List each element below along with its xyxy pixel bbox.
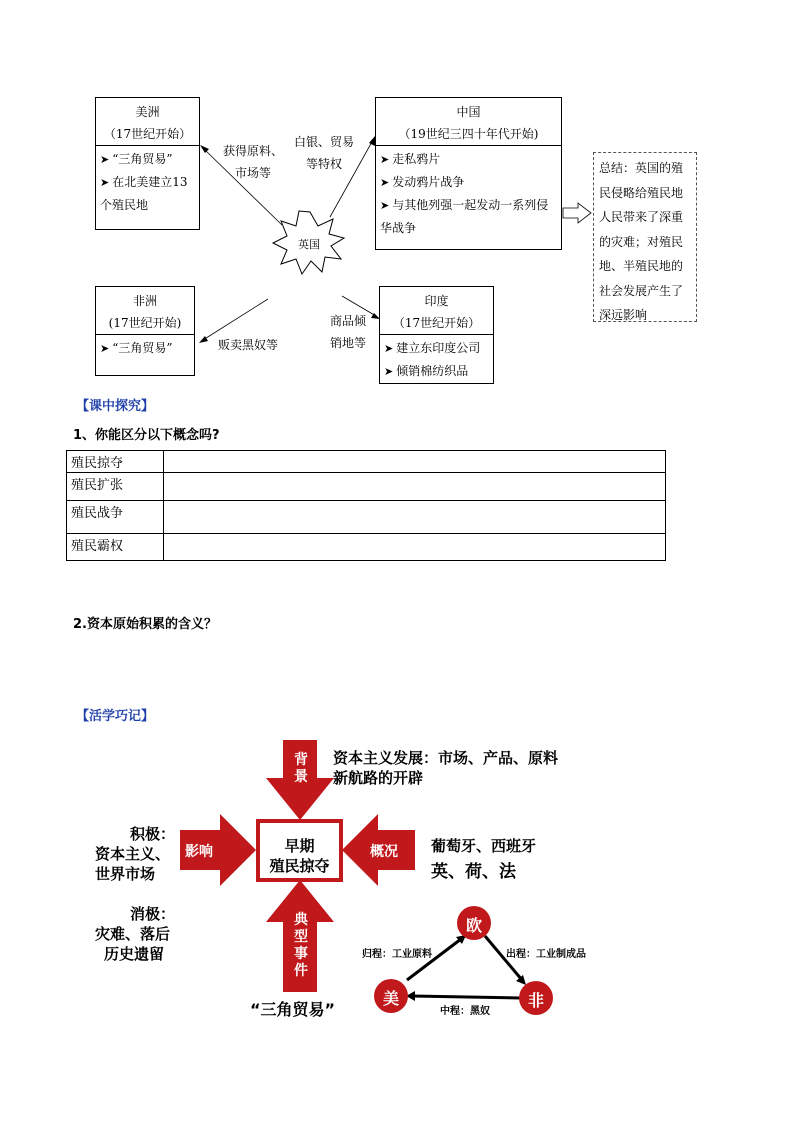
positive-3: 世界市场: [95, 865, 156, 883]
america-sub: （17世纪开始）: [103, 127, 192, 141]
china-item: ➤ 发动鸦片战争: [380, 171, 557, 194]
question-1: 1、你能区分以下概念吗?: [73, 428, 220, 443]
china-item: ➤ 走私鸦片: [380, 148, 557, 171]
node-africa-label: 非: [527, 991, 544, 1010]
arrow-influence-label: 影响: [185, 844, 213, 860]
center-box-line1: 早期: [284, 837, 315, 855]
america-box: [95, 97, 200, 230]
answer-cell[interactable]: [164, 451, 666, 473]
india-item: ➤ 建立东印度公司: [384, 337, 489, 360]
table-row: [67, 501, 666, 534]
india-item: ➤ 倾销棉纺织品: [384, 360, 489, 383]
concept-term: 殖民掠夺: [67, 451, 164, 473]
edge-return-label: 归程：工业原料: [362, 949, 432, 960]
node-america-label: 美: [382, 989, 399, 1008]
table-row: [67, 473, 666, 501]
africa-box: [95, 286, 195, 376]
answer-cell[interactable]: [164, 534, 666, 561]
center-box-line2: 殖民掠夺: [269, 857, 330, 875]
concept-term: 殖民战争: [67, 501, 164, 534]
edge-outbound-label: 出程：工业制成品: [506, 949, 586, 960]
america-item: ➤ 在北美建立13个殖民地: [100, 171, 195, 217]
summary-arrow: [563, 203, 591, 223]
africa-item: ➤ “三角贸易”: [100, 337, 190, 360]
overview-text-2: 英、荷、法: [431, 862, 516, 882]
india-box: [379, 286, 494, 384]
negative-3: 历史遗留: [104, 945, 165, 963]
answer-cell[interactable]: [164, 501, 666, 534]
overview-text-1: 葡萄牙、西班牙: [431, 837, 537, 855]
section-heading-inclass: 【课中探究】: [76, 399, 155, 414]
india-sub: （17世纪开始）: [392, 316, 481, 330]
arrow-overview-label: 概况: [370, 844, 398, 860]
arrow-background-label: 背景: [294, 752, 308, 785]
africa-title: 非洲: [132, 294, 157, 308]
table-row: [67, 534, 666, 561]
china-box: [375, 97, 562, 250]
answer-cell[interactable]: [164, 473, 666, 501]
negative-1: 消极：: [130, 905, 176, 923]
label-to-india: 商品倾销地等: [330, 314, 367, 350]
africa-sub: (17世纪开始): [108, 316, 182, 330]
label-to-china: 白银、贸易等特权: [294, 135, 355, 171]
positive-2: 资本主义、: [95, 845, 171, 863]
india-title: 印度: [424, 294, 449, 308]
china-sub: （19世纪三四十年代开始): [398, 127, 539, 141]
table-row: [67, 451, 666, 473]
china-title: 中国: [456, 105, 481, 119]
triangle-trade-label: “三角贸易”: [250, 1000, 336, 1019]
concept-term: 殖民扩张: [67, 473, 164, 501]
china-item: ➤ 与其他列强一起发动一系列侵华战争: [380, 194, 557, 240]
arrow-event-label: 典型事件: [294, 912, 308, 979]
node-europe-label: 欧: [465, 916, 482, 935]
concept-table: [66, 450, 666, 561]
america-item: ➤ “三角贸易”: [100, 148, 195, 171]
concept-term: 殖民霸权: [67, 534, 164, 561]
label-to-africa: 贩卖黑奴等: [218, 338, 279, 352]
negative-2: 灾难、落后: [95, 925, 171, 943]
section-heading-memo: 【活学巧记】: [76, 709, 155, 724]
positive-1: 积极：: [130, 825, 176, 843]
summary-box: 总结：英国的殖民侵略给殖民地人民带来了深重的灾难；对殖民地、半殖民地的社会发展产生了深远影响: [593, 152, 697, 322]
background-text-2: 新航路的开辟: [333, 769, 424, 787]
question-2: 2.资本原始积累的含义？: [73, 617, 217, 632]
america-title: 美洲: [135, 105, 160, 119]
background-text-1: 资本主义发展：市场、产品、原料: [333, 749, 559, 767]
edge-middle-label: 中程：黑奴: [440, 1006, 490, 1017]
center-label: 英国: [298, 238, 320, 251]
label-to-america: 获得原料、市场等: [222, 144, 283, 180]
